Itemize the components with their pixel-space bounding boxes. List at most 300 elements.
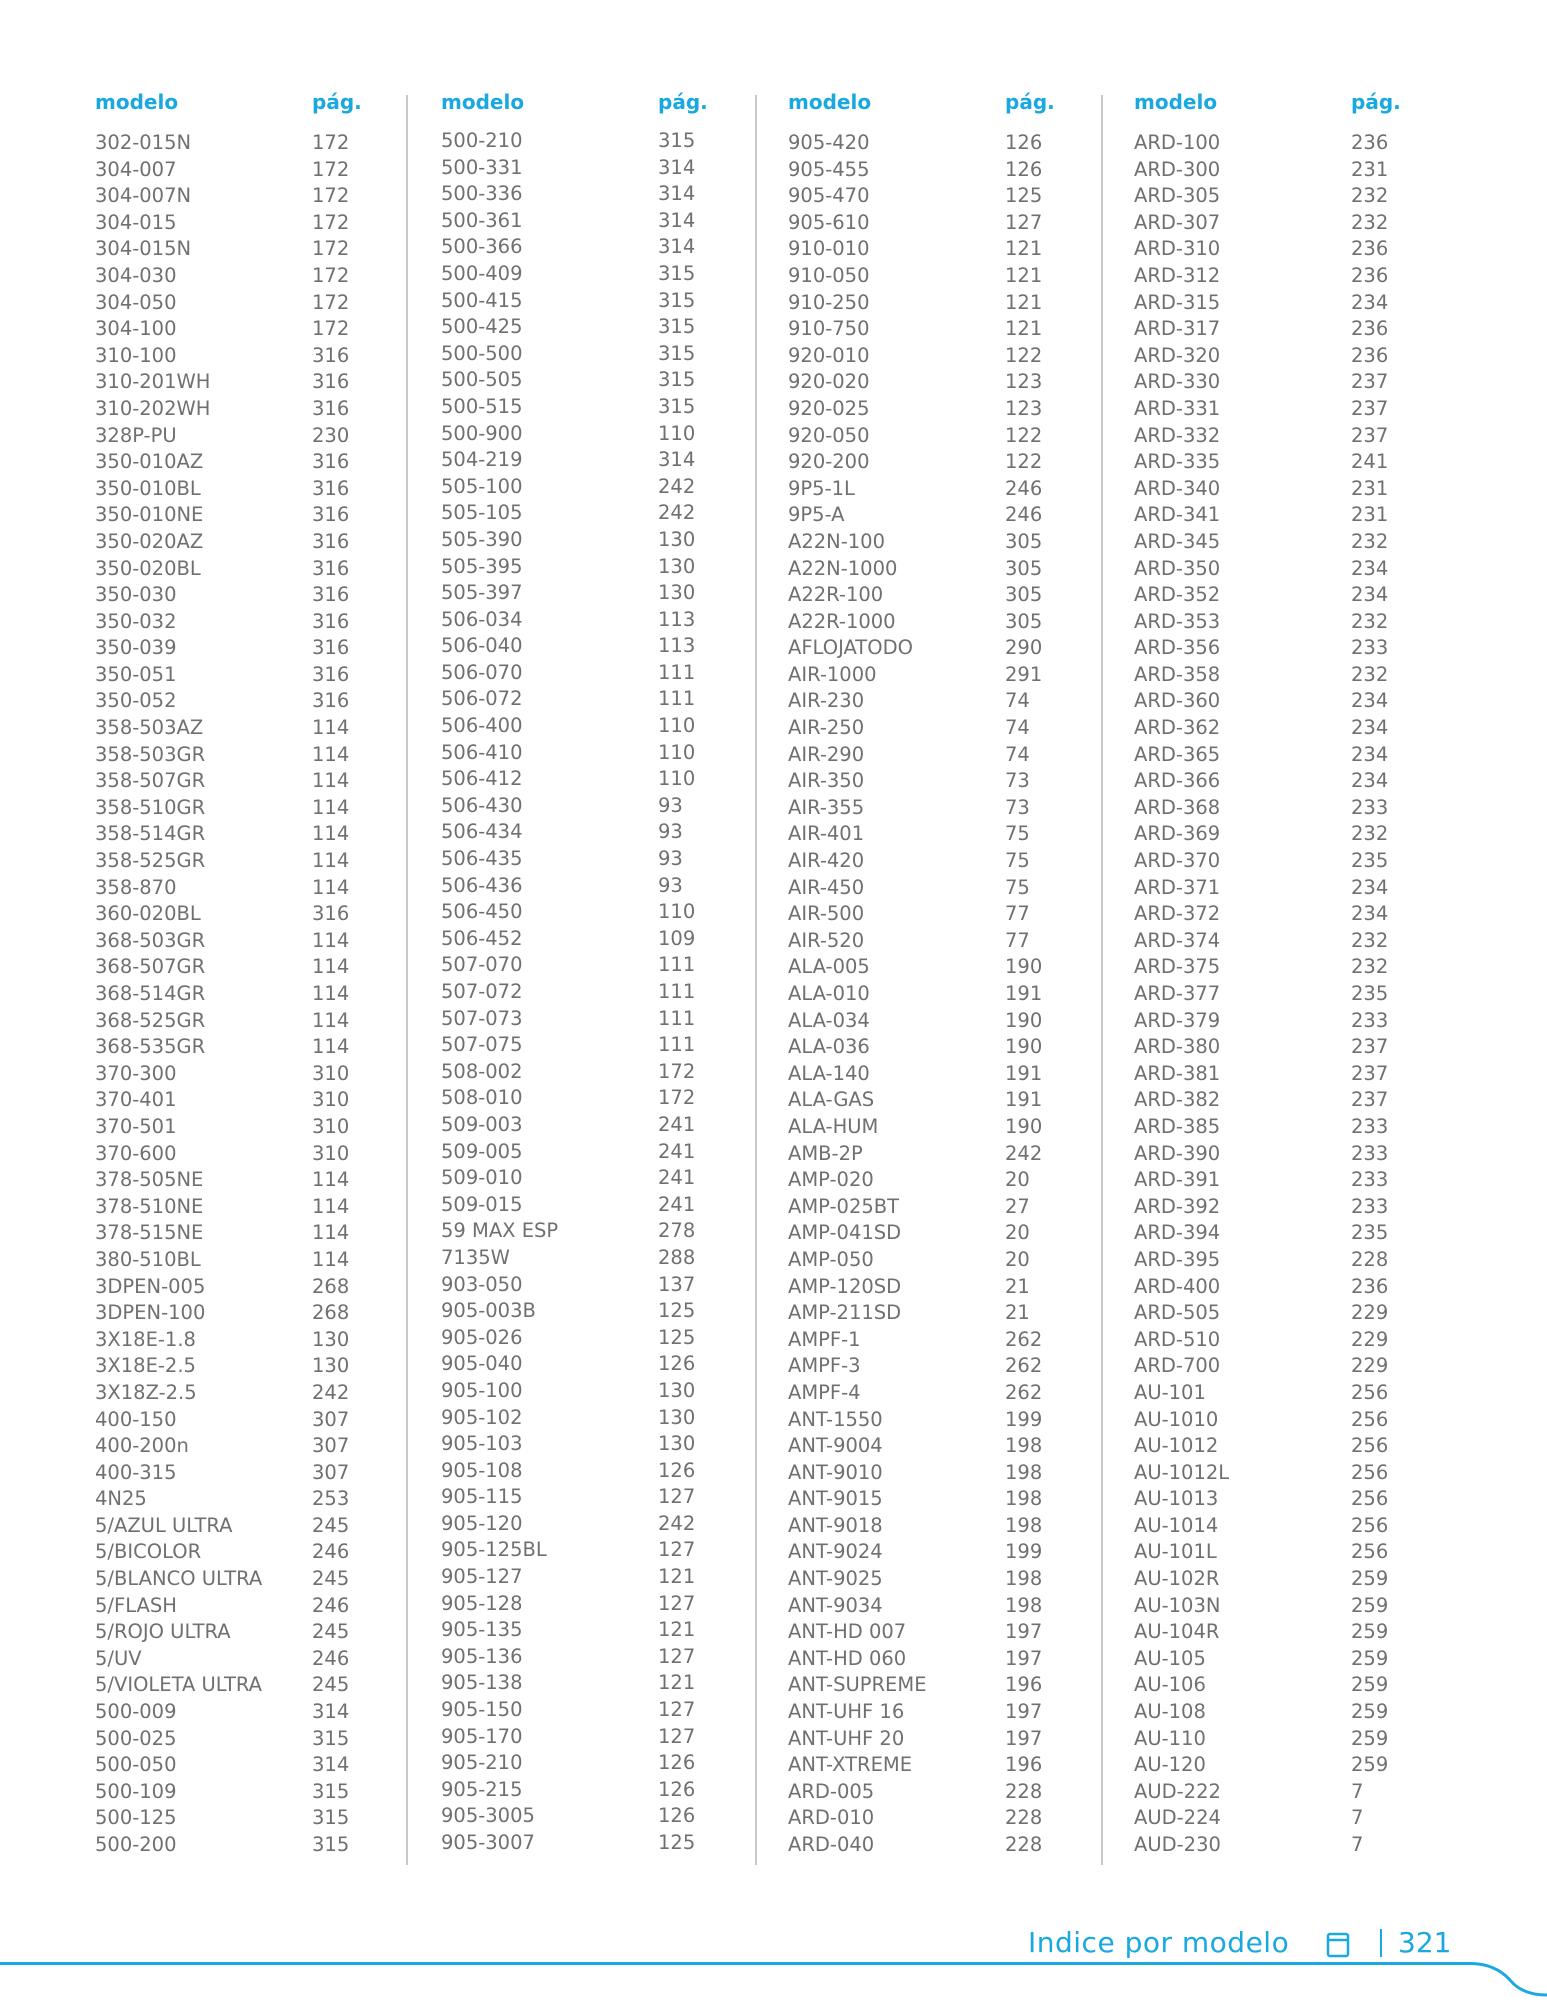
index-row [95,1539,355,1566]
page-ref: 236 [1351,1274,1389,1298]
index-row [95,1619,355,1646]
model-code: ARD-330 [1134,370,1221,394]
page-ref: 307 [312,1460,350,1484]
page-ref: 114 [312,795,350,819]
index-row [441,1405,701,1432]
page-ref: 190 [1005,1114,1043,1138]
page-ref: 114 [312,955,350,979]
page-ref: 111 [658,1006,696,1030]
index-row [1134,688,1394,715]
model-code: ARD-358 [1134,662,1221,686]
page-ref: 114 [312,1247,350,1271]
model-code: 920-050 [788,423,870,447]
page-ref: 315 [658,368,696,392]
model-code: 905-125BL [441,1538,547,1562]
page-ref: 228 [1005,1779,1043,1803]
model-code: 920-010 [788,343,870,367]
page-ref: 256 [1351,1380,1389,1404]
page-ref: 246 [1005,476,1043,500]
index-row [95,476,355,503]
model-code: 500-361 [441,208,523,232]
page-ref: 268 [312,1274,350,1298]
index-row [95,1752,355,1779]
page-ref: 137 [658,1272,696,1296]
index-row [1134,1087,1394,1114]
model-code: 506-434 [441,820,523,844]
model-code: 500-500 [441,341,523,365]
model-code: 3X18E-2.5 [95,1354,196,1378]
page-ref: 190 [1005,955,1043,979]
page-ref: 130 [658,527,696,551]
model-code: 905-470 [788,184,870,208]
model-code: ANT-9034 [788,1593,883,1617]
index-row [788,1300,1048,1327]
model-code: 920-025 [788,396,870,420]
index-row [441,208,701,235]
model-code: 506-412 [441,767,523,791]
page-ref: 241 [658,1112,696,1136]
page-ref: 232 [1351,955,1389,979]
page-ref: 259 [1351,1753,1389,1777]
page-ref: 191 [1005,982,1043,1005]
model-code: 506-040 [441,634,523,658]
index-row [441,793,701,820]
model-code: 905-210 [441,1751,523,1775]
index-row [1134,556,1394,583]
model-code: 59 MAX ESP [441,1219,559,1243]
index-row [1134,1220,1394,1247]
model-code: 903-050 [441,1272,523,1296]
model-code: ARD-307 [1134,210,1221,234]
index-row [1134,768,1394,795]
header-model-label: modelo [788,90,872,114]
page-ref: 172 [312,210,350,234]
index-row [788,1460,1048,1487]
page-ref: 110 [658,740,696,764]
page-number: 321 [1398,1926,1452,1959]
page-ref: 259 [1351,1646,1389,1670]
page-ref: 316 [312,396,350,420]
page-ref: 314 [312,1753,350,1777]
index-row [788,1274,1048,1301]
index-row [441,607,701,634]
page-ref: 123 [1005,370,1043,394]
model-code: ARD-369 [1134,822,1221,846]
index-row [441,341,701,368]
index-row [441,1351,701,1378]
index-row [788,1327,1048,1354]
page-ref: 314 [658,448,696,472]
page-ref: 237 [1351,370,1389,394]
model-code: 910-050 [788,263,870,287]
page-ref: 121 [1005,263,1043,287]
page-ref: 93 [658,793,683,817]
page-ref: 256 [1351,1540,1389,1564]
index-row [441,394,701,421]
index-row [1134,449,1394,476]
index-row [95,1274,355,1301]
index-row [95,1034,355,1061]
model-code: ANT-9004 [788,1434,883,1458]
index-row [1134,1353,1394,1380]
model-code: 920-020 [788,370,870,394]
model-code: ARD-374 [1134,928,1221,952]
model-code: 506-072 [441,687,523,711]
page-ref: 121 [1005,237,1043,261]
index-row [95,1327,355,1354]
page-ref: 316 [312,503,350,527]
model-code: 5/BLANCO ULTRA [95,1567,263,1591]
column-header [1134,90,1401,120]
index-row [1134,316,1394,343]
index-row [788,556,1048,583]
index-row [95,183,355,210]
index-row [441,554,701,581]
index-row [95,1646,355,1673]
index-row [1134,1486,1394,1513]
index-row [441,1085,701,1112]
page-ref: 21 [1005,1274,1030,1298]
model-code: 400-200n [95,1434,189,1458]
model-code: 304-015N [95,237,192,261]
index-row [788,263,1048,290]
model-code: ARD-100 [1134,131,1221,154]
index-row [1134,981,1394,1008]
model-code: ALA-036 [788,1035,870,1059]
index-row [95,316,355,343]
model-code: AU-103N [1134,1593,1221,1617]
model-code: AMPF-4 [788,1380,861,1404]
page-ref: 232 [1351,529,1389,553]
page-ref: 21 [1005,1301,1030,1325]
model-code: 920-200 [788,450,870,474]
page-ref: 109 [658,926,696,950]
model-code: 500-050 [95,1753,177,1777]
page-ref: 114 [312,716,350,740]
index-row [441,766,701,793]
index-row [95,609,355,636]
index-row [95,928,355,955]
header-page-label: pág. [658,90,708,114]
page-ref: 172 [312,290,350,314]
page-ref: 130 [658,581,696,605]
page-ref: 233 [1351,1168,1389,1192]
model-code: AU-1014 [1134,1513,1219,1537]
index-row [788,1247,1048,1274]
model-code: 304-050 [95,290,177,314]
index-row [1134,502,1394,529]
index-row [1134,1247,1394,1274]
index-row [95,502,355,529]
model-code: A22R-100 [788,583,884,607]
model-code: 500-505 [441,368,523,392]
page-ref: 74 [1005,689,1030,713]
header-model-label: modelo [441,90,525,114]
index-row [1134,1699,1394,1726]
model-code: ARD-505 [1134,1301,1221,1325]
model-code: 9P5-1L [788,476,855,500]
model-code: 5/FLASH [95,1593,177,1617]
page-ref: 237 [1351,423,1389,447]
index-row [441,1697,701,1724]
index-row [1134,848,1394,875]
index-row [1134,901,1394,928]
page-ref: 197 [1005,1620,1043,1644]
model-code: 905-026 [441,1325,523,1349]
page-ref: 198 [1005,1567,1043,1591]
model-code: 350-030 [95,583,177,607]
index-row [1134,1300,1394,1327]
index-row [1134,875,1394,902]
index-row [441,633,701,660]
model-code: AU-101L [1134,1540,1217,1564]
model-code: AIR-520 [788,928,865,952]
index-row [441,1325,701,1352]
index-row [95,742,355,769]
index-row [788,795,1048,822]
model-code: ARD-372 [1134,902,1221,926]
model-code: A22N-1000 [788,556,898,580]
index-column-1 [95,90,362,1860]
page-ref: 256 [1351,1407,1389,1431]
index-row [95,848,355,875]
page-ref: 114 [312,1221,350,1245]
page-ref: 73 [1005,769,1030,793]
page-ref: 111 [658,1033,696,1057]
model-code: 506-400 [441,714,523,738]
model-code: 350-020AZ [95,529,204,553]
model-code: ARD-382 [1134,1088,1221,1112]
index-row [441,1591,701,1618]
model-code: AMP-211SD [788,1301,902,1325]
index-row [441,899,701,926]
index-row [95,1087,355,1114]
model-code: 370-501 [95,1114,177,1138]
page-ref: 190 [1005,1035,1043,1059]
page-ref: 236 [1351,263,1389,287]
model-code: ARD-340 [1134,476,1221,500]
index-row [1134,1008,1394,1035]
page-ref: 122 [1005,450,1043,474]
index-row [1134,1646,1394,1673]
model-code: 905-128 [441,1591,523,1615]
page-ref: 198 [1005,1593,1043,1617]
model-code: 500-336 [441,182,523,206]
page-ref: 259 [1351,1620,1389,1644]
model-code: AIR-420 [788,849,865,873]
page-ref: 73 [1005,795,1030,819]
model-code: ARD-350 [1134,556,1221,580]
index-row [441,1431,701,1458]
page-ref: 236 [1351,317,1389,341]
page-ref: 114 [312,1194,350,1218]
page-ref: 114 [312,742,350,766]
index-row [441,234,701,261]
page-ref: 114 [312,1035,350,1059]
model-code: 507-070 [441,953,523,977]
page-ref: 241 [658,1166,696,1190]
index-row [95,1513,355,1540]
model-code: AU-105 [1134,1646,1206,1670]
model-code: 905-150 [441,1698,523,1722]
index-row [95,635,355,662]
index-row [788,529,1048,556]
page-ref: 310 [312,1088,350,1112]
model-code: 378-515NE [95,1221,204,1245]
index-row [95,1247,355,1274]
index-row [95,1779,355,1806]
page-ref: 130 [658,554,696,578]
page-ref: 259 [1351,1726,1389,1750]
index-row [441,1006,701,1033]
page-ref: 316 [312,609,350,633]
index-row [95,1460,355,1487]
page-ref: 196 [1005,1673,1043,1697]
index-row [1134,183,1394,210]
index-row [441,1803,701,1830]
model-code: 910-010 [788,237,870,261]
index-row [95,1300,355,1327]
model-code: AIR-250 [788,716,865,740]
model-code: ARD-300 [1134,157,1221,181]
index-row [1134,290,1394,317]
header-page-label: pág. [1351,90,1401,114]
page-ref: 111 [658,660,696,684]
index-row [441,128,701,155]
page-ref: 242 [1005,1141,1043,1165]
page-ref: 110 [658,714,696,738]
index-row [441,873,701,900]
model-code: ANT-HD 060 [788,1646,907,1670]
index-row [1134,609,1394,636]
index-row [788,476,1048,503]
index-row [95,1114,355,1141]
header-page-label: pág. [1005,90,1055,114]
model-code: 905-108 [441,1458,523,1482]
page-ref: 121 [1005,317,1043,341]
index-row [788,130,1048,157]
index-row [95,1407,355,1434]
index-column-4 [1134,90,1401,1860]
page-ref: 232 [1351,609,1389,633]
page-ref: 305 [1005,529,1043,553]
model-code: AMP-050 [788,1247,874,1271]
model-code: 505-390 [441,527,523,551]
model-code: ARD-368 [1134,795,1221,819]
page-ref: 114 [312,1008,350,1032]
model-code: 905-455 [788,157,870,181]
page-ref: 234 [1351,902,1389,926]
model-code: 400-150 [95,1407,177,1431]
page-ref: 126 [658,1777,696,1801]
index-row [95,290,355,317]
model-code: 500-515 [441,394,523,418]
model-code: ANT-UHF 20 [788,1726,905,1750]
model-code: AU-1010 [1134,1407,1219,1431]
page-ref: 314 [658,208,696,232]
page-ref: 197 [1005,1700,1043,1724]
index-row [1134,529,1394,556]
model-code: AIR-500 [788,902,865,926]
page-ref: 268 [312,1301,350,1325]
index-row [1134,1593,1394,1620]
index-row [788,981,1048,1008]
model-code: 506-435 [441,847,523,871]
index-row [95,423,355,450]
page-ref: 20 [1005,1247,1030,1271]
model-code: 5/BICOLOR [95,1540,202,1564]
index-row [788,343,1048,370]
page-ref: 235 [1351,1221,1389,1245]
page-ref: 111 [658,980,696,1003]
index-row [788,1167,1048,1194]
index-row [95,130,355,157]
model-code: ARD-332 [1134,423,1221,447]
model-code: 506-430 [441,793,523,817]
index-rows [1134,130,1394,1859]
page-ref: 125 [658,1299,696,1323]
model-code: AIR-450 [788,875,865,899]
page-ref: 114 [312,769,350,793]
index-row [95,263,355,290]
page-ref: 229 [1351,1354,1389,1378]
index-row [95,1726,355,1753]
page-ref: 228 [1005,1806,1043,1830]
model-code: ALA-010 [788,982,870,1005]
index-row [95,582,355,609]
page-ref: 316 [312,636,350,660]
model-code: 304-015 [95,210,177,234]
page-ref: 233 [1351,1114,1389,1138]
model-code: 378-505NE [95,1168,204,1192]
model-code: 509-010 [441,1166,523,1190]
page-ref: 197 [1005,1646,1043,1670]
model-code: ARD-315 [1134,290,1221,314]
page-ref: 262 [1005,1380,1043,1404]
index-row [441,1032,701,1059]
index-row [788,1619,1048,1646]
page-ref: 315 [658,129,696,152]
model-code: ARD-700 [1134,1354,1221,1378]
page-ref: 235 [1351,982,1389,1005]
model-code: ARD-377 [1134,982,1221,1005]
model-code: AU-108 [1134,1700,1206,1724]
index-row [788,1141,1048,1168]
page-ref: 127 [658,1485,696,1509]
page-ref: 315 [658,394,696,418]
model-code: 3DPEN-100 [95,1301,206,1325]
index-row [1134,1114,1394,1141]
page-ref: 231 [1351,476,1389,500]
index-row [788,928,1048,955]
page-ref: 314 [658,235,696,259]
page-ref: 229 [1351,1301,1389,1325]
model-code: 304-007N [95,184,192,208]
model-code: 368-514GR [95,982,206,1005]
index-row [788,183,1048,210]
model-code: 508-010 [441,1086,523,1110]
page-ref: 256 [1351,1513,1389,1537]
page-ref: 127 [658,1698,696,1722]
index-row [788,635,1048,662]
model-code: ARD-005 [788,1779,875,1803]
page-ref: 126 [1005,131,1043,154]
page-ref: 127 [658,1644,696,1668]
model-code: 905-138 [441,1671,523,1695]
index-row [95,1486,355,1513]
page-ref: 316 [312,476,350,500]
page-ref: 234 [1351,875,1389,899]
